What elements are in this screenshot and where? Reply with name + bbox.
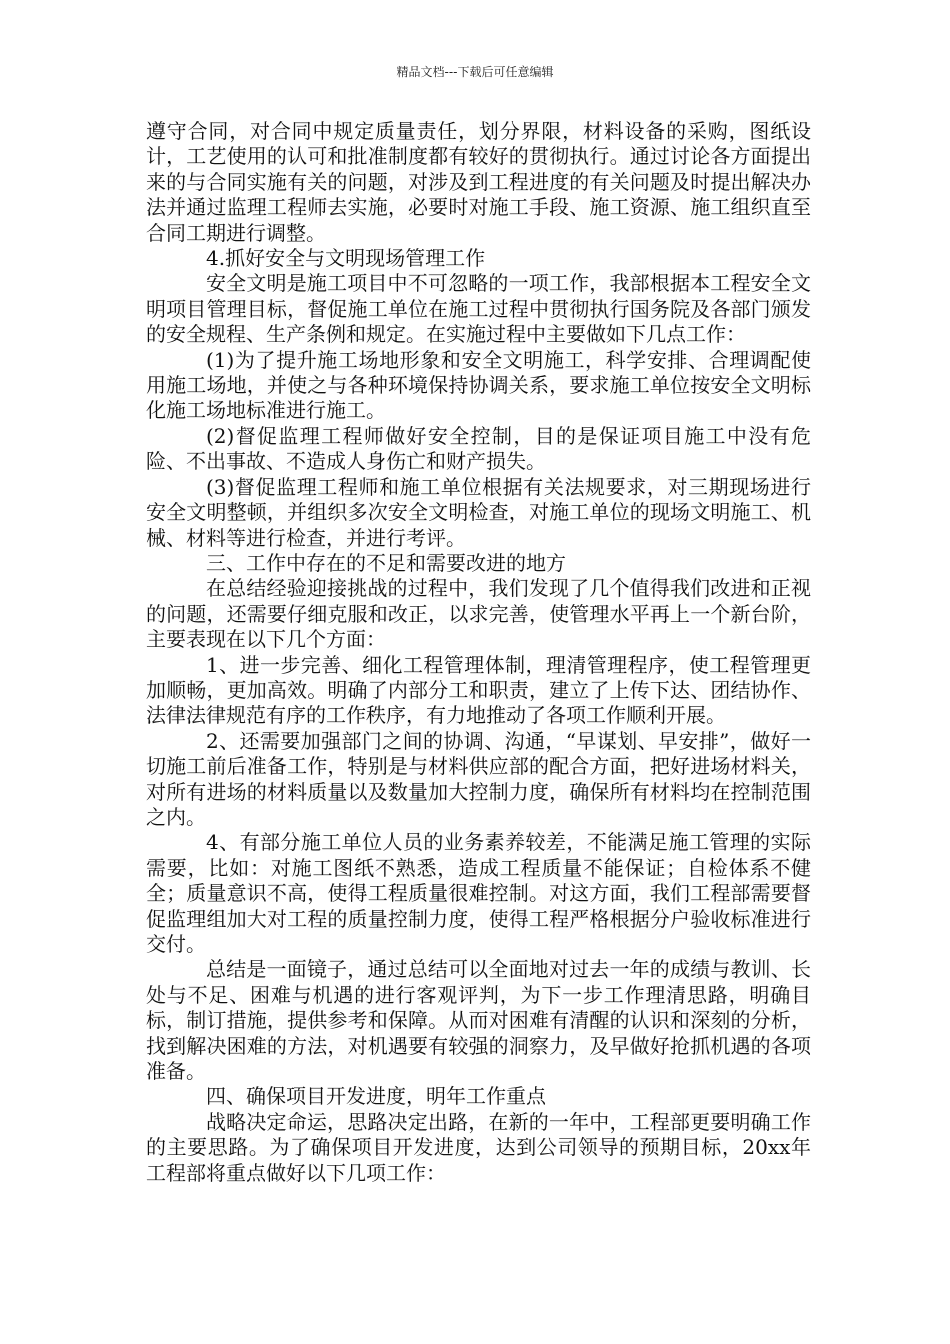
problem-item-4: 4、有部分施工单位人员的业务素养较差，不能满足施工管理的实际需要，比如：对施工图纸不熟悉，造成工程质量不能保证；自检体系不健全；质量意识不高，使得工程质量很难控制。对这方面，我们工程部需要督促监理组加大对工程的质量控制力度，使得工程严格根据分户验收标准进行交付。 (146, 830, 811, 956)
list-item-2: (2)督促监理工程师做好安全控制，目的是保证项目施工中没有危险、不出事故、不造成人身伤亡和财产损失。 (146, 423, 811, 474)
paragraph-strategy: 战略决定命运，思路决定出路，在新的一年中，工程部更要明确工作的主要思路。为了确保项目开发进度，达到公司领导的预期目标，20xx年工程部将重点做好以下几项工作： (146, 1109, 811, 1185)
paragraph-safety-intro: 安全文明是施工项目中不可忽略的一项工作，我部根据本工程安全文明项目管理目标，督促施工单位在施工过程中贯彻执行国务院及各部门颁发的安全规程、生产条例和规定。在实施过程中主要做如下几点工作： (146, 271, 811, 347)
document-body (146, 119, 811, 1186)
section-heading-4: 四、确保项目开发进度，明年工作重点 (206, 1084, 546, 1109)
heading-safety: 4.抓好安全与文明现场管理工作 (206, 246, 486, 271)
problem-item-1: 1、进一步完善、细化工程管理体制，理清管理程序，使工程管理更加顺畅，更加高效。明确了内部分工和职责，建立了上传下达、团结协作、法律法律规范有序的工作秩序，有力地推动了各项工作顺利开展。 (146, 652, 811, 728)
section-heading-3: 三、工作中存在的不足和需要改进的地方 (206, 550, 566, 575)
list-item-3: (3)督促监理工程师和施工单位根据有关法规要求，对三期现场进行安全文明整顿，并组织多次安全文明检查，对施工单位的现场文明施工、机械、材料等进行检查，并进行考评。 (146, 474, 811, 550)
problem-item-2: 2、还需要加强部门之间的协调、沟通，“早谋划、早安排”，做好一切施工前后准备工作，特别是与材料供应部的配合方面，把好进场材料关，对所有进场的材料质量以及数量加大控制力度，确保所有材料均在控制范围之内。 (146, 728, 811, 829)
page-header: 精品文档---下载后可任意编辑 (396, 65, 554, 79)
paragraph-contract: 遵守合同，对合同中规定质量责任，划分界限，材料设备的采购，图纸设计，工艺使用的认可和批准制度都有较好的贯彻执行。通过讨论各方面提出来的与合同实施有关的问题，对涉及到工程进度的有关问题及时提出解决办法并通过监理工程师去实施，必要时对施工手段、施工资源、施工组织直至合同工期进行调整。 (146, 119, 811, 245)
paragraph-problems: 在总结经验迎接挑战的过程中，我们发现了几个值得我们改进和正视的问题，还需要仔细克服和改正，以求完善，使管理水平再上一个新台阶，主要表现在以下几个方面： (146, 576, 811, 652)
list-item-1: (1)为了提升施工场地形象和安全文明施工，科学安排、合理调配使用施工场地，并使之与各种环境保持协调关系，要求施工单位按安全文明标化施工场地标准进行施工。 (146, 347, 811, 423)
paragraph-summary: 总结是一面镜子，通过总结可以全面地对过去一年的成绩与教训、长处与不足、困难与机遇的进行客观评判，为下一步工作理清思路，明确目标，制订措施，提供参考和保障。从而对困难有清醒的认识和深刻的分析，找到解决困难的方法，对机遇要有较强的洞察力，及早做好抢抓机遇的各项准备。 (146, 957, 811, 1084)
